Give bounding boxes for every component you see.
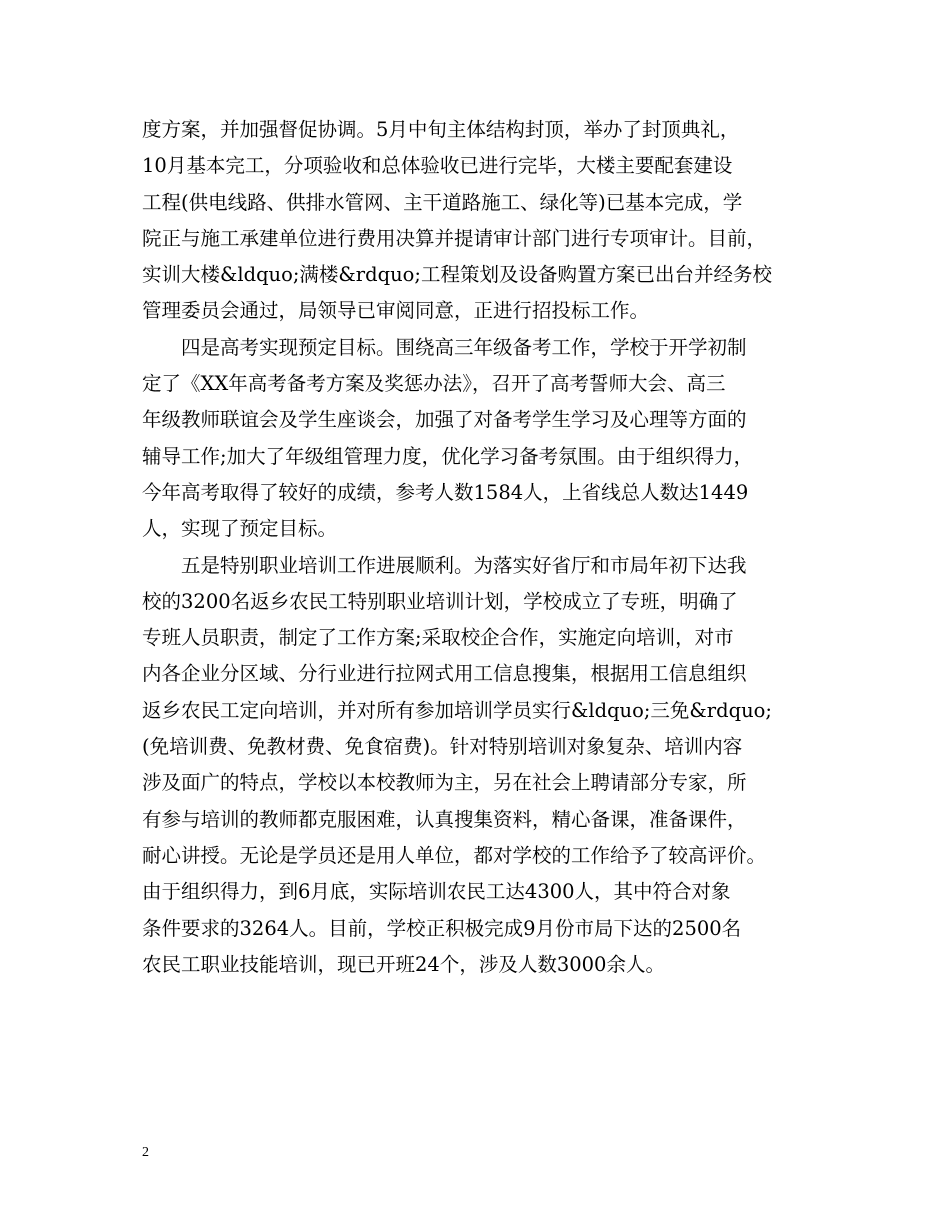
text-line: 实训大楼&ldquo;满楼&rdquo;工程策划及设备购置方案已出台并经务校 [142, 263, 772, 287]
text-line: 耐心讲授。无论是学员还是用人单位，都对学校的工作给予了较高评价。 [142, 843, 767, 867]
page-number: 2 [142, 1145, 149, 1160]
text-line: (免培训费、免教材费、免食宿费)。针对特别培训对象复杂、培训内容 [142, 735, 743, 759]
body-text [142, 112, 832, 983]
text-line: 校的3200名返乡农民工特别职业培训计划，学校成立了专班，明确了 [142, 589, 738, 613]
text-line: 度方案，并加强督促协调。5月中旬主体结构封顶，举办了封顶典礼， [142, 118, 740, 141]
text-line: 有参与培训的教师都克服困难，认真搜集资料，精心备课，准备课件， [142, 807, 747, 831]
text-line: 辅导工作;加大了年级组管理力度，优化学习备考氛围。由于组织得力， [142, 444, 754, 468]
text-line: 专班人员职责，制定了工作方案;采取校企合作，实施定向培训，对市 [142, 626, 734, 650]
text-line: 10月基本完工，分项验收和总体验收已进行完毕，大楼主要配套建设 [142, 154, 733, 178]
text-line: 人，实现了预定目标。 [142, 517, 338, 541]
text-line: 条件要求的3264人。目前，学校正积极完成9月份市局下达的2500名 [142, 916, 742, 940]
text-line: 返乡农民工定向培训，并对所有参加培训学员实行&ldquo;三免&rdquo; [142, 698, 772, 722]
text-line: 管理委员会通过，局领导已审阅同意，正进行招投标工作。 [142, 299, 650, 323]
text-line: 内各企业分区域、分行业进行拉网式用工信息搜集，根据用工信息组织 [142, 662, 747, 686]
text-line: 涉及面广的特点，学校以本校教师为主，另在社会上聘请部分专家，所 [142, 771, 747, 795]
text-line: 年级教师联谊会及学生座谈会，加强了对备考学生学习及心理等方面的 [142, 408, 747, 432]
text-line: 院正与施工承建单位进行费用决算并提请审计部门进行专项审计。目前， [142, 226, 767, 250]
paragraph-start-line: 五是特别职业培训工作进展顺利。为落实好省厅和市局年初下达我 [181, 553, 747, 577]
paragraph-start-line: 四是高考实现预定目标。围绕高三年级备考工作，学校于开学初制 [181, 335, 747, 359]
text-line: 今年高考取得了较好的成绩，参考人数1584人，上省线总人数达1449 [142, 480, 749, 504]
text-line: 定了《XX年高考备考方案及奖惩办法》，召开了高考誓师大会、高三 [142, 372, 726, 396]
text-line: 由于组织得力，到6月底，实际培训农民工达4300人，其中符合对象 [142, 880, 731, 904]
text-line: 农民工职业技能培训，现已开班24个，涉及人数3000余人。 [142, 952, 665, 976]
text-line: 工程(供电线路、供排水管网、主干道路施工、绿化等)已基本完成，学 [142, 190, 743, 214]
